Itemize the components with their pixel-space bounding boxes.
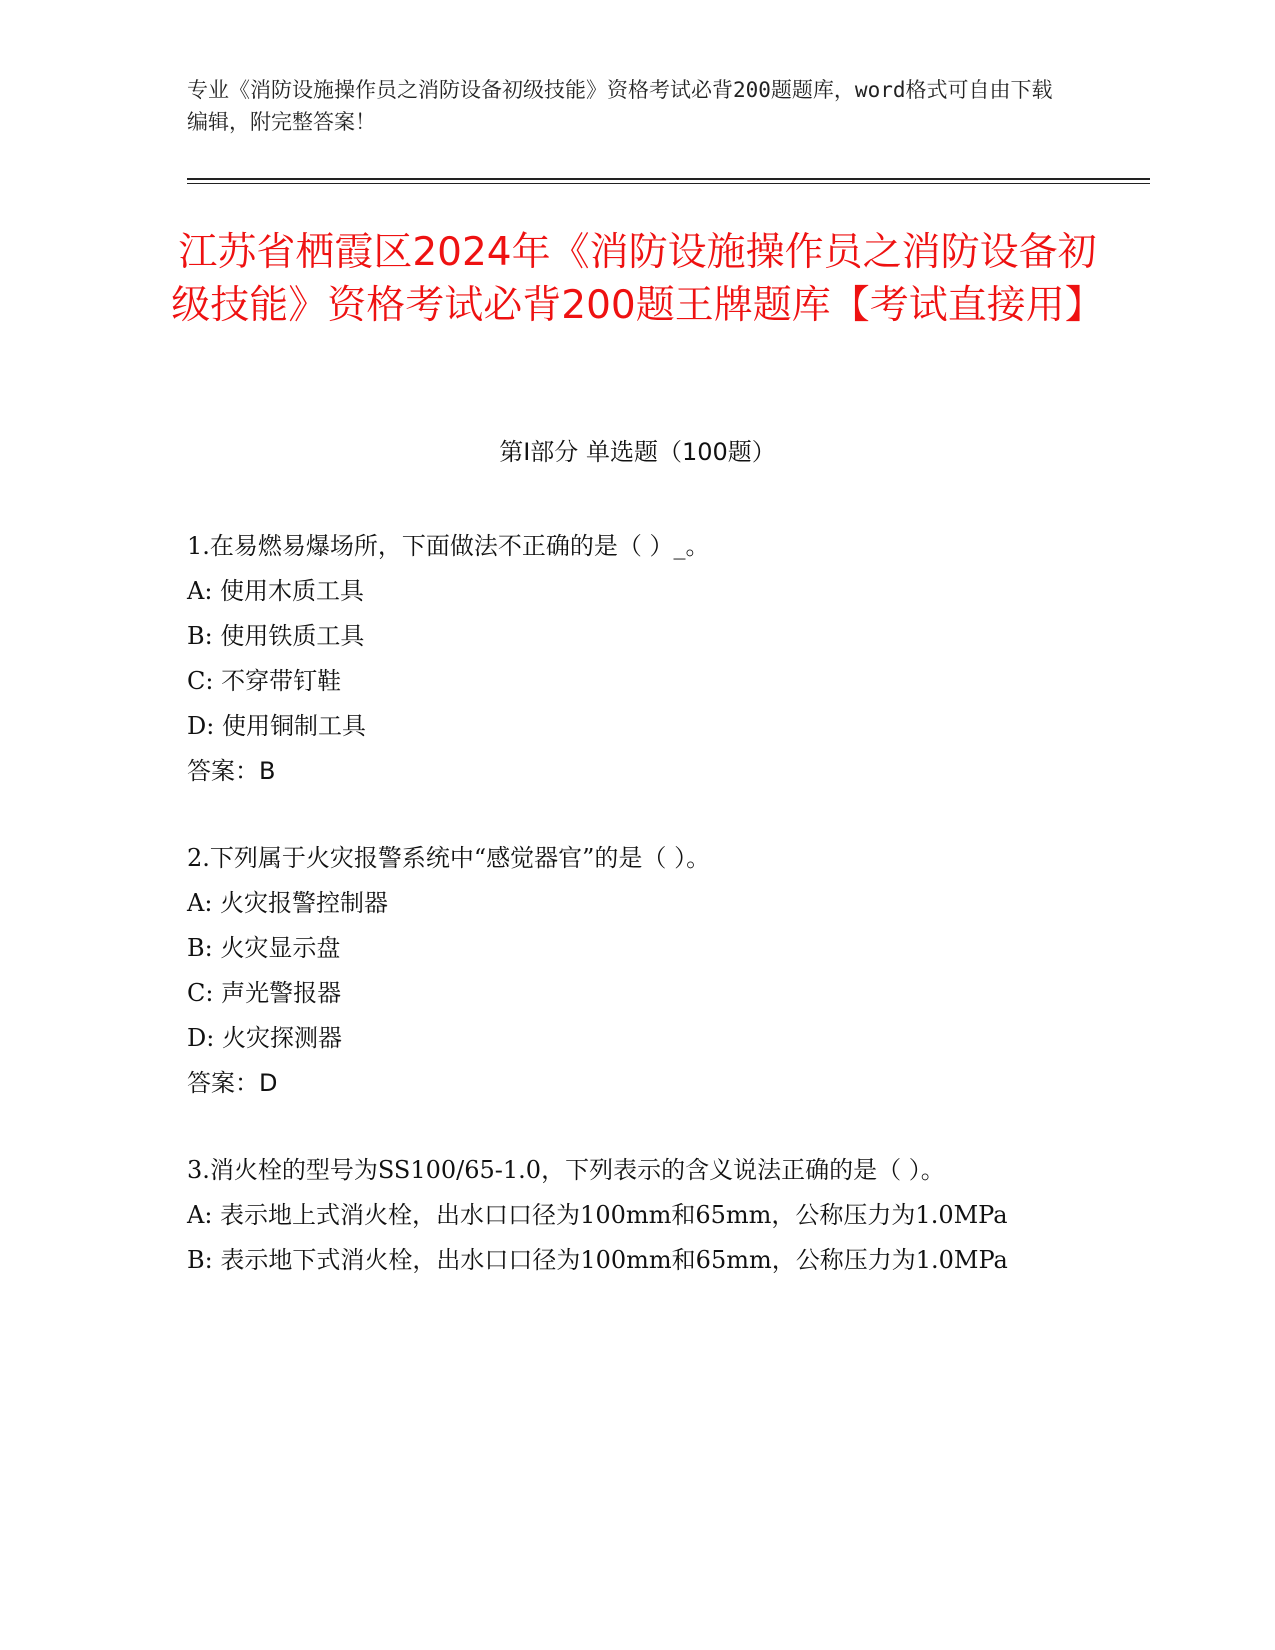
section-title: 第I部分 单选题（100题） xyxy=(499,438,776,466)
question-stem: 2.下列属于火灾报警系统中“感觉器官”的是（ ）。 xyxy=(187,844,711,872)
option-b: B: 火灾显示盘 xyxy=(187,934,341,962)
answer: 答案：B xyxy=(187,757,276,785)
option-d: D: 火灾探测器 xyxy=(187,1024,342,1052)
header-rule-thin xyxy=(187,183,1150,184)
header-rule-thick xyxy=(187,178,1150,180)
option-b: B: 表示地下式消火栓，出水口口径为100mm和65mm，公称压力为1.0MPa xyxy=(187,1246,1008,1274)
question-1 xyxy=(187,524,1067,794)
header-note: 专业《消防设施操作员之消防设备初级技能》资格考试必背200题题库，word格式可自由下载编辑，附完整答案！ xyxy=(187,78,1053,134)
question-3 xyxy=(187,1148,1067,1283)
option-c: C: 不穿带钉鞋 xyxy=(187,667,342,695)
option-c: C: 声光警报器 xyxy=(187,979,342,1007)
document-title: 江苏省栖霞区2024年《消防设施操作员之消防设备初级技能》资格考试必背200题王牌题库【考试直接用】 xyxy=(171,230,1104,328)
option-b: B: 使用铁质工具 xyxy=(187,622,365,650)
question-stem: 3.消火栓的型号为SS100/65-1.0，下列表示的含义说法正确的是（ ）。 xyxy=(187,1156,945,1184)
answer: 答案：D xyxy=(187,1069,278,1097)
option-a: A: 表示地上式消火栓，出水口口径为100mm和65mm，公称压力为1.0MPa xyxy=(187,1201,1008,1229)
question-2 xyxy=(187,836,1067,1106)
option-a: A: 使用木质工具 xyxy=(187,577,365,605)
option-a: A: 火灾报警控制器 xyxy=(187,889,389,917)
question-stem: 1.在易燃易爆场所，下面做法不正确的是（ ）_。 xyxy=(187,532,710,560)
option-d: D: 使用铜制工具 xyxy=(187,712,366,740)
question-list xyxy=(187,524,1067,1325)
